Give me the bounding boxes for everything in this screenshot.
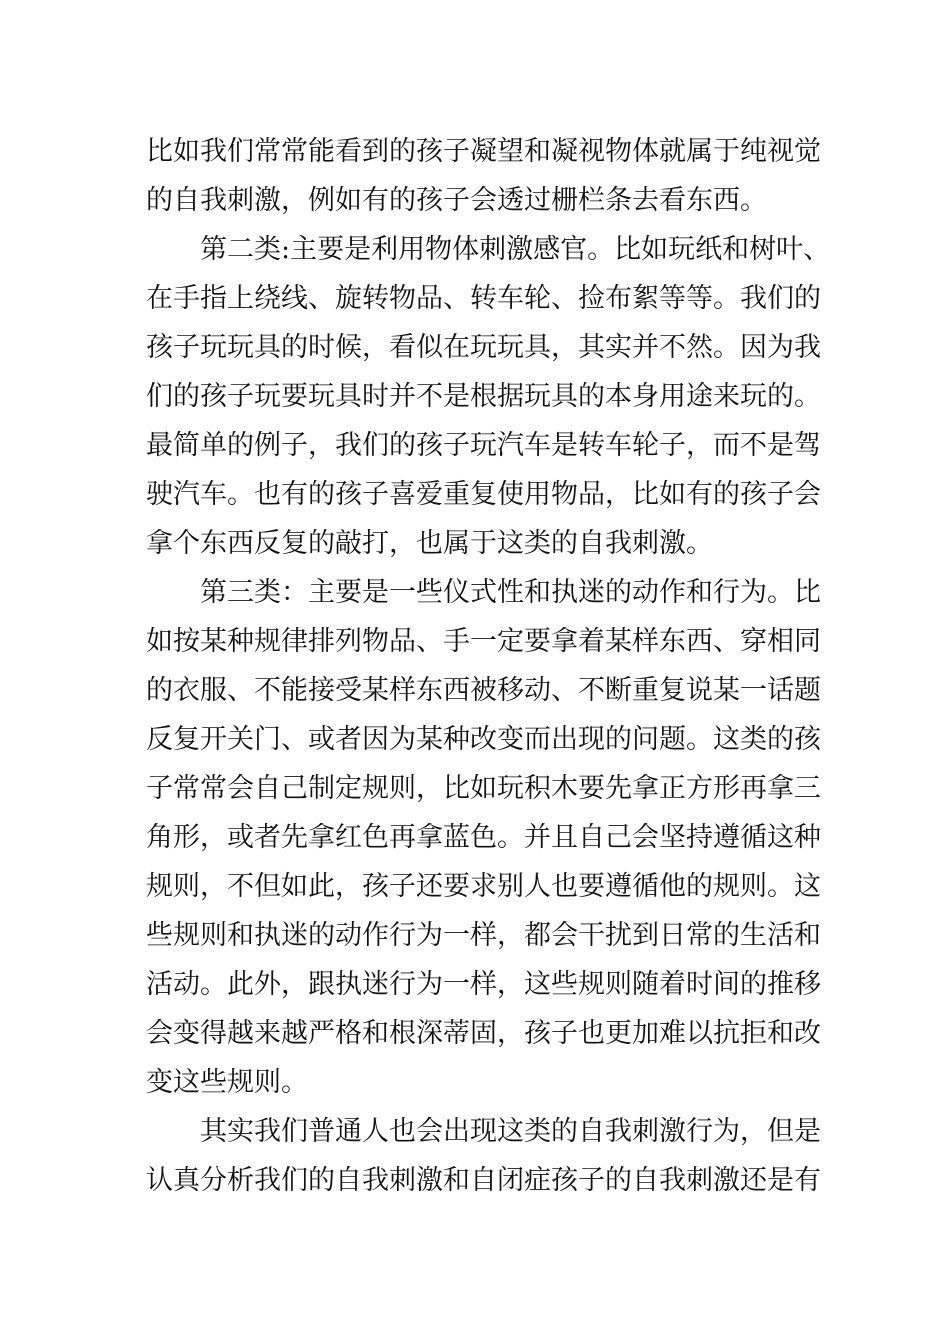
text-line: 孩子玩玩具的时候，看似在玩玩具，其实并不然。因为我 [146, 332, 821, 363]
text-line: 些规则和执迷的动作行为一样，都会干扰到日常的生活和 [146, 920, 821, 951]
text-line: 如按某种规律排列物品、手一定要拿着某样东西、穿相同 [146, 626, 821, 657]
text-line: 在手指上绕线、旋转物品、转车轮、捡布絮等等。我们的 [146, 283, 821, 314]
text-line: 们的孩子玩要玩具时并不是根据玩具的本身用途来玩的。 [146, 381, 821, 412]
text-line: 反复开关门、或者因为某种改变而出现的问题。这类的孩 [146, 724, 821, 755]
text-line: 角形，或者先拿红色再拿蓝色。并且自己会坚持遵循这种 [146, 822, 821, 853]
text-line: 的衣服、不能接受某样东西被移动、不断重复说某一话题 [146, 675, 821, 706]
text-line: 比如我们常常能看到的孩子凝望和凝视物体就属于纯视觉 [146, 136, 821, 167]
text-line: 规则，不但如此，孩子还要求别人也要遵循他的规则。这 [146, 871, 821, 902]
body-text [146, 127, 831, 1205]
text-line: 拿个东西反复的敲打，也属于这类的自我刺激。 [146, 528, 713, 559]
paragraph-start-line: 第三类：主要是一些仪式性和执迷的动作和行为。比 [200, 577, 821, 608]
paragraph-start-line: 第二类:主要是利用物体刺激感官。比如玩纸和树叶、 [200, 234, 831, 265]
text-line: 变这些规则。 [146, 1067, 308, 1098]
text-line: 活动。此外，跟执迷行为一样，这些规则随着时间的推移 [146, 969, 821, 1000]
text-line: 子常常会自己制定规则，比如玩积木要先拿正方形再拿三 [146, 773, 821, 804]
text-line: 最简单的例子，我们的孩子玩汽车是转车轮子，而不是驾 [146, 430, 821, 461]
text-line: 会变得越来越严格和根深蒂固，孩子也更加难以抗拒和改 [146, 1018, 821, 1049]
text-line: 驶汽车。也有的孩子喜爱重复使用物品，比如有的孩子会 [146, 479, 821, 510]
text-line: 的自我刺激，例如有的孩子会透过栅栏条去看东西。 [146, 185, 767, 216]
paragraph-start-line: 其实我们普通人也会出现这类的自我刺激行为，但是 [200, 1116, 821, 1147]
text-line: 认真分析我们的自我刺激和自闭症孩子的自我刺激还是有 [146, 1165, 821, 1196]
